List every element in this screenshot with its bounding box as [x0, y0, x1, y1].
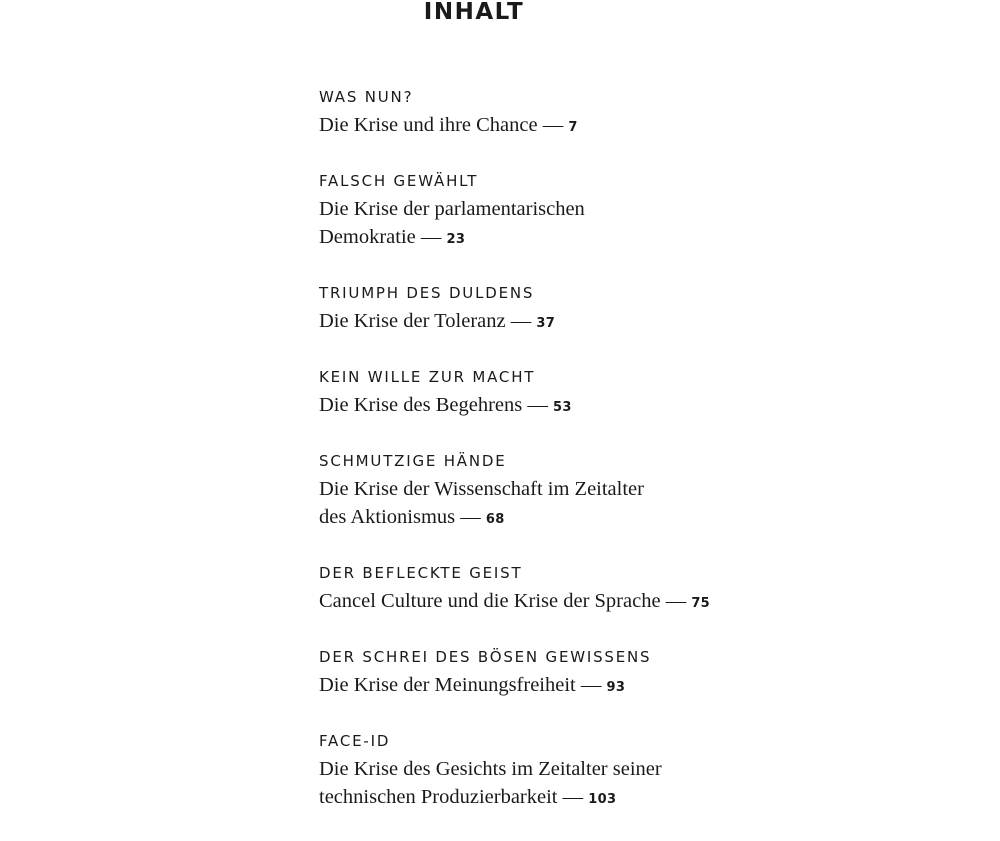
entry-separator: — — [537, 114, 569, 136]
entry-title-line: Die Krise des Gesichts im Zeitalter seiner — [319, 758, 662, 780]
entry-kicker: DER SCHREI DES BÖSEN GEWISSENS — [319, 648, 652, 666]
toc-entry[interactable] — [319, 365, 919, 422]
toc-entry[interactable] — [319, 85, 919, 142]
page-number: 23 — [446, 232, 466, 247]
entry-title — [319, 111, 919, 142]
page-number: 75 — [691, 596, 711, 611]
entry-kicker: DER BEFLECKTE GEIST — [319, 564, 523, 582]
entry-title-text: Die Krise der Toleranz — [319, 310, 506, 332]
entry-separator: — — [660, 590, 692, 612]
page-number: 93 — [606, 680, 626, 695]
entry-title-text: des Aktionismus — [319, 506, 456, 528]
page-title: INHALT — [423, 0, 525, 25]
page-number: 37 — [536, 316, 556, 331]
entry-title-text: Cancel Culture und die Krise der Sprache — [319, 590, 661, 612]
page-number: 7 — [568, 120, 578, 135]
entry-title — [319, 307, 919, 338]
entry-title-line — [319, 671, 919, 702]
entry-title — [319, 587, 919, 618]
entry-title-line — [319, 587, 919, 618]
entry-separator: — — [522, 394, 553, 416]
entry-kicker: WAS NUN? — [319, 88, 414, 106]
entry-title — [319, 671, 919, 702]
toc-entry[interactable] — [319, 169, 919, 254]
entry-title — [319, 391, 919, 422]
page-number: 68 — [485, 512, 505, 527]
toc-entry[interactable] — [319, 645, 919, 702]
entry-title-text: Die Krise der Meinungsfreiheit — [319, 674, 576, 696]
entry-title-text: technischen Produzierbarkeit — [319, 786, 558, 808]
entry-title-text: Demokratie — [319, 226, 416, 248]
entry-kicker: KEIN WILLE ZUR MACHT — [319, 368, 536, 386]
entry-kicker: SCHMUTZIGE HÄNDE — [319, 452, 507, 470]
entry-separator: — — [455, 506, 486, 528]
toc-entry[interactable] — [319, 449, 919, 534]
page-number: 103 — [588, 792, 617, 807]
entry-title-line — [319, 783, 919, 814]
entry-separator: — — [505, 310, 537, 332]
entry-title — [319, 195, 919, 254]
toc-entry[interactable] — [319, 729, 919, 814]
entry-title-line — [319, 307, 919, 338]
page-number: 53 — [552, 400, 572, 415]
table-of-contents — [319, 85, 919, 841]
entry-title-line — [319, 503, 919, 534]
toc-entry[interactable] — [319, 561, 919, 618]
entry-kicker: FALSCH GEWÄHLT — [319, 172, 479, 190]
entry-separator: — — [575, 674, 607, 696]
entry-kicker: FACE-ID — [319, 732, 391, 750]
entry-title — [319, 755, 919, 814]
entry-title — [319, 475, 919, 534]
entry-title-text: Die Krise des Begehrens — [319, 394, 523, 416]
entry-title-line — [319, 111, 919, 142]
toc-entry[interactable] — [319, 281, 919, 338]
entry-title-line — [319, 223, 919, 254]
entry-separator: — — [557, 786, 589, 808]
entry-title-line — [319, 391, 919, 422]
entry-title-text: Die Krise und ihre Chance — [319, 114, 538, 136]
entry-separator: — — [415, 226, 447, 248]
entry-kicker: TRIUMPH DES DULDENS — [319, 284, 535, 302]
entry-title-line: Die Krise der Wissenschaft im Zeitalter — [319, 478, 644, 500]
entry-title-line: Die Krise der parlamentarischen — [319, 198, 585, 220]
